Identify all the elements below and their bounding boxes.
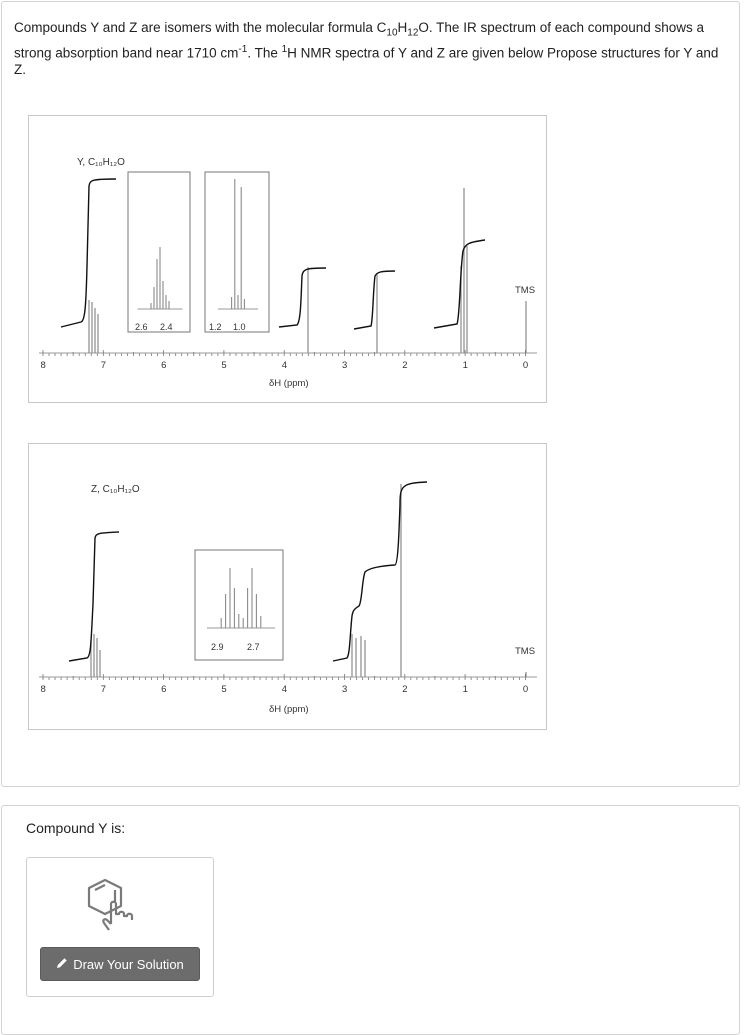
inset-2-tick-a: 1.2: [209, 322, 222, 332]
nmr-spectrum-y: [28, 115, 547, 403]
inset-z-tick-a: 2.9: [211, 642, 224, 652]
axis-y-tick-label: 1: [462, 360, 468, 371]
axis-y-tick-label: 2: [402, 360, 408, 371]
integration-y-3-7: [279, 268, 326, 327]
spectrum-z-label: Z, C₁₀H₁₂O: [91, 484, 140, 495]
axis-z-tick-label: 0: [522, 684, 529, 695]
axis-y-tick-label: 4: [281, 360, 287, 371]
question-card: [1, 1, 740, 787]
axis-z-tick-label: 2: [402, 684, 408, 695]
drawing-area[interactable]: [26, 857, 214, 997]
question-text: Compounds Y and Z are isomers with the molecular formula $C_{10}H_{12}O$. The IR spectrum of each compound shows a strong absorption band near 1710 $cm^{-1}$. The $^1$H NMR spectra of Y and Z are given below Propose structures for Y and Z.: [14, 20, 719, 78]
integration-z-aliphatic: [333, 482, 427, 661]
spectrum-y-inset-1: [128, 172, 190, 332]
axis-z-tick-label: 1: [462, 684, 468, 695]
spectrum-y-label: Y, C₁₀H₁₂O: [77, 157, 125, 168]
nmr-spectrum-z: [28, 443, 547, 730]
integration-y-1-1: [434, 240, 485, 328]
answer-title: Compound Y is:: [26, 820, 126, 836]
answer-card: [1, 805, 740, 1035]
axis-y-tick-label: 0: [522, 360, 529, 371]
draw-solution-label: Draw Your Solution: [73, 956, 184, 972]
molecule-hand-icon[interactable]: [81, 876, 147, 937]
axis-y-tick-label: 8: [40, 360, 46, 371]
spectrum-y-tms: TMS: [515, 285, 536, 296]
axis-z-tick-label: 4: [281, 684, 287, 695]
inset-1-tick-b: 2.4: [160, 322, 173, 332]
spectrum-z-peaks: [91, 484, 526, 677]
spectrum-y-inset-2: [205, 172, 269, 332]
spectrum-y-axis-label: δH (ppm): [269, 378, 309, 389]
spectrum-y-integration: [61, 179, 485, 329]
axis-z-tick-label: 6: [161, 684, 167, 695]
spectrum-y-svg: [29, 116, 546, 402]
pencil-icon: [56, 957, 68, 972]
draw-solution-button[interactable]: [40, 947, 200, 981]
axis-z-tick-label: 8: [40, 684, 46, 695]
inset-2-tick-b: 1.0: [233, 322, 246, 332]
axis-y-tick-label: 7: [100, 360, 107, 371]
spectrum-z-axis-label: δH (ppm): [269, 704, 309, 715]
axis-z-tick-label: 7: [100, 684, 107, 695]
axis-y-tick-label: 6: [161, 360, 167, 371]
spectrum-z-svg: [29, 444, 546, 729]
axis-y-tick-label: 5: [221, 360, 227, 371]
axis-z-tick-label: 3: [342, 684, 348, 695]
inset-z-tick-b: 2.7: [247, 642, 260, 652]
integration-y-2-5: [354, 271, 395, 329]
axis-y-tick-label: 3: [342, 360, 348, 371]
inset-1-tick-a: 2.6: [135, 322, 148, 332]
spectrum-z-inset: [195, 550, 283, 660]
axis-z-tick-label: 5: [221, 684, 227, 695]
spectrum-z-tms: TMS: [515, 646, 536, 657]
